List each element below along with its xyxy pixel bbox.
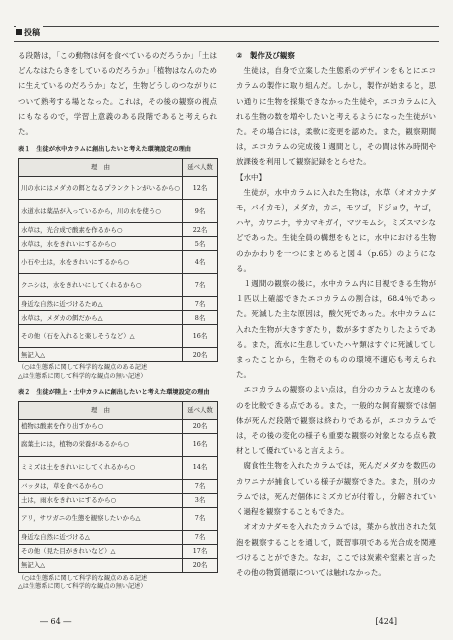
page-number-bracketed: [424] <box>375 617 397 626</box>
table-row <box>19 251 218 274</box>
count-cell: 7名 <box>183 274 218 297</box>
square-bullet-icon <box>16 29 22 35</box>
table2 <box>18 401 218 573</box>
table-row <box>19 237 218 251</box>
count-cell: 7名 <box>183 507 218 530</box>
reason-cell: 植物は酸素を作り出すから○ <box>19 419 183 433</box>
reason-cell: 水草は，メダカの餌だから△ <box>19 311 183 325</box>
table-row <box>19 200 218 223</box>
paragraph: 生徒は，自身で立案した生態系のデザインをもとにエコカラムの製作に取り組んだ。しかし，製作が始まると，思い通りに生物を採集できなかった生徒や，エコカラムに入れる生物の数を増やしたいと考えるようになった生徒がいた。その場合には，柔軟に変更を認めた。また，観察期間は，エコカラムの完成後１週間とし，その間は休み時間や放課後を利用して観察記録をとらせた。 <box>236 66 436 167</box>
reason-cell: 無記入△ <box>19 348 183 362</box>
reason-cell: 身近な自然に近づけるため△ <box>19 297 183 311</box>
reason-cell: 川の水にはメダカの餌となるプランクトンがいるから○ <box>19 177 183 200</box>
table-row <box>19 311 218 325</box>
table2-title: 生徒が陸上・土中カラムに創出したいと考えた環境設定の理由 <box>36 388 210 396</box>
count-cell: 5名 <box>183 237 218 251</box>
table-row <box>19 177 218 200</box>
count-cell: 3名 <box>183 493 218 507</box>
table2-caption <box>18 388 217 397</box>
reason-cell: バッタは，草を食べるから○ <box>19 479 183 493</box>
table-row <box>19 558 218 572</box>
table1-title: 生徒が水中カラムに創出したいと考えた環境設定の理由 <box>36 146 191 154</box>
table1-body <box>19 177 218 362</box>
section-header <box>16 26 43 40</box>
header-rule <box>14 26 439 42</box>
table-row <box>19 479 218 493</box>
table2-header-count: 延べ人数 <box>183 401 218 419</box>
table2-number: 表２ <box>18 388 31 396</box>
table1-caption <box>18 145 217 154</box>
paragraph: 生徒が，水中カラムに入れた生物は，水草（オオカナダモ，バイカモ），メダカ，カニ，モツゴ，ドジョウ，ヤゴ，ハヤ，カワニナ，サカマキガイ，マツモムシ，ミズスマシなどであった。生徒全員の構想をもとに，水中における生物のかかわりを一つにまとめると図４（p.65）のようになる。 <box>236 187 436 273</box>
count-cell: 16名 <box>183 433 218 456</box>
count-cell: 4名 <box>183 251 218 274</box>
section-header-label: 投稿 <box>24 28 40 37</box>
count-cell: 8名 <box>183 311 218 325</box>
table2-note-line: △は生態系に関して科学的な観点の無い記述） <box>18 583 147 591</box>
reason-cell: 身近な自然に近づける△ <box>19 530 183 544</box>
table1-note-line: △は生態系に関して科学的な観点の無い記述） <box>18 373 147 381</box>
paragraph: エコカラムの観察のよい点は，自分のカラムと友達のものを比較できる点である。また，一般的な飼育観察では個体が死んだ段階で観察は終わりであるが，エコカラムでは，その後の変化の様子も重要な観察の対象となる点も教材として優れていると言えよう。 <box>236 385 436 456</box>
count-cell: 14名 <box>183 456 218 479</box>
left-column <box>18 48 217 592</box>
reason-cell: クニシは，水をきれいにしてくれるから○ <box>19 274 183 297</box>
table-row <box>19 348 218 362</box>
page-number: ― 64 ― <box>40 617 72 626</box>
table-row <box>19 456 218 479</box>
table1-number: 表１ <box>18 146 31 154</box>
reason-cell: その他（石を入れると楽しそうなど）△ <box>19 325 183 348</box>
count-cell: 17名 <box>183 544 218 558</box>
table1 <box>18 158 218 362</box>
right-column <box>236 48 436 580</box>
count-cell: 7名 <box>183 297 218 311</box>
reason-cell: 無記入△ <box>19 558 183 572</box>
reason-cell: 土は，雨水をきれいにするから○ <box>19 493 183 507</box>
table1-note-line: （○は生態系に関して科学的な観点のある記述 <box>18 364 148 372</box>
table2-body <box>19 419 218 572</box>
table2-header-reason: 理 由 <box>19 401 183 419</box>
reason-cell: アリ，サワガニの生態を観察したいから△ <box>19 507 183 530</box>
table-row <box>19 507 218 530</box>
table1-header-reason: 理 由 <box>19 159 183 177</box>
paragraph: オオカナダモを入れたカラムでは，葉から放出された気泡を観察することを通して，既習事項である光合成を関連づけることができた。なお，ここでは炭素や窒素と言ったその他の物質循環については触れなかった。 <box>236 522 436 577</box>
table-row <box>19 544 218 558</box>
subheading-underwater: 【水中】 <box>236 172 266 182</box>
count-cell: 22名 <box>183 223 218 237</box>
reason-cell: 小石や土は，水をきれいにするから○ <box>19 251 183 274</box>
table1-note <box>18 364 217 381</box>
count-cell: 16名 <box>183 325 218 348</box>
count-cell: 7名 <box>183 479 218 493</box>
table2-note <box>18 575 217 592</box>
reason-cell: 水草は，光合成で酸素を作るから○ <box>19 223 183 237</box>
section-heading: ② 製作及び観察 <box>236 51 295 60</box>
paragraph: １週間の観察の後に，水中カラム内に目視できる生物が１匹以上確認できたエコカラムの割合は，68.4％であった。死滅した主な原因は，酸欠死であった。水中カラムに入れた生物が大きすぎたり，数が多すぎたりしたようである。また，流水に生息していたハヤ類はすぐに死滅してしまったことから，生物そのものの環境不適応も考えられた。 <box>236 279 436 380</box>
table-row <box>19 530 218 544</box>
table-row <box>19 274 218 297</box>
intro-paragraph: る段階は，「この動物は何を食べているのだろうか」「土はどんなはたらきをしているのだろうか」「植物はなんのために生えているのだろうか」など，生物どうしのつながりについて熟考する場となった。これは，その後の観察の視点にもなるので，学習上意義のある段階であると考えられた。 <box>18 51 217 137</box>
paragraph: 腐食性生物を入れたカラムでは，死んだメダカを数匹のカワニナが捕食している様子が観察できた。また，別のカラムでは，死んだ個体にミズカビが付着し，分解されていく過程を観察することもできた。 <box>236 461 436 517</box>
reason-cell: 水草は，水をきれいにするから○ <box>19 237 183 251</box>
table-row <box>19 419 218 433</box>
count-cell: 20名 <box>183 348 218 362</box>
reason-cell: 水道水は薬品が入っているから，川の水を使う○ <box>19 200 183 223</box>
reason-cell: ミミズは土をきれいにしてくれるから○ <box>19 456 183 479</box>
reason-cell: 腐葉土には，植物の栄養があるから○ <box>19 433 183 456</box>
table-row <box>19 493 218 507</box>
table-row <box>19 325 218 348</box>
reason-cell: その他（見た目がきれいなど）△ <box>19 544 183 558</box>
table2-note-line: （○は生態系に関して科学的な観点のある記述 <box>18 574 148 582</box>
table1-header-count: 延べ人数 <box>183 159 218 177</box>
table-row <box>19 433 218 456</box>
count-cell: 12名 <box>183 177 218 200</box>
count-cell: 20名 <box>183 558 218 572</box>
count-cell: 20名 <box>183 419 218 433</box>
count-cell: 9名 <box>183 200 218 223</box>
table-row <box>19 297 218 311</box>
count-cell: 7名 <box>183 530 218 544</box>
table-row <box>19 223 218 237</box>
